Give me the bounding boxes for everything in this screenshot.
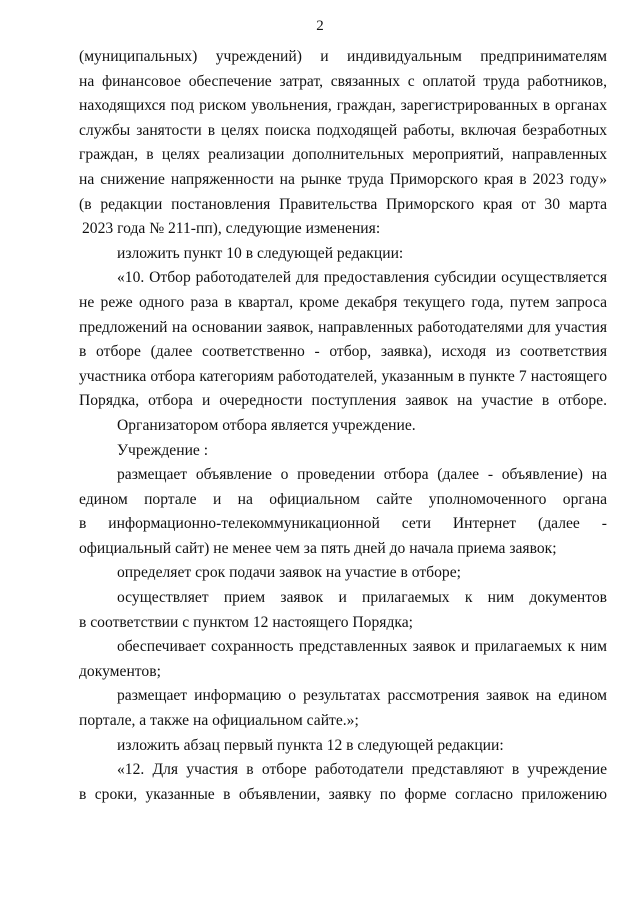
text-line: участника отбора категориям работодателей, указанным в пункте 7 настоящего (79, 367, 607, 385)
text-line: граждан, в целях реализации дополнительных мероприятий, направленных (79, 146, 607, 164)
text-line: Организатором отбора является учреждение. (117, 416, 416, 434)
text-line: в сроки, указанные в объявлении, заявку по форме согласно приложению (79, 785, 607, 803)
text-line: в отборе (далее соответственно - отбор, заявка), исходя из соответствия (79, 343, 607, 361)
document-body (79, 45, 607, 807)
text-line: официальный сайт) не менее чем за пять дней до начала приема заявок; (79, 539, 557, 557)
text-line: находящихся под риском увольнения, граждан, зарегистрированных в органах (79, 97, 607, 115)
text-line: в информационно-телекоммуникационной сети Интернет (далее - (79, 515, 607, 533)
text-line: (в редакции постановления Правительства Приморского края от 30 марта (79, 195, 607, 213)
text-line: размещает объявление о проведении отбора (далее - объявление) на (117, 466, 607, 484)
text-line: предложений на основании заявок, направленных работодателями для участия (79, 318, 607, 336)
text-line: портале, а также на официальном сайте.»; (79, 712, 359, 730)
text-line: определяет срок подачи заявок на участие в отборе; (117, 564, 461, 582)
text-line: «10. Отбор работодателей для предоставления субсидии осуществляется (117, 269, 607, 287)
text-line: изложить абзац первый пункта 12 в следующей редакции: (117, 736, 504, 754)
text-line: не реже одного раза в квартал, кроме декабря текущего года, путем запроса (79, 293, 607, 311)
text-line: едином портале и на официальном сайте уполномоченного органа (79, 490, 607, 508)
text-line: 2023 года № 211-пп), следующие изменения: (82, 220, 381, 238)
text-line: размещает информацию о результатах рассмотрения заявок на едином (117, 687, 607, 705)
text-line: «12. Для участия в отборе работодатели представляют в учреждение (117, 761, 607, 779)
text-line: на финансовое обеспечение затрат, связанных с оплатой труда работников, (79, 72, 607, 90)
text-line: обеспечивает сохранность представленных заявок и прилагаемых к ним (117, 638, 607, 656)
text-line: осуществляет прием заявок и прилагаемых к ним документов (117, 589, 607, 607)
text-line: документов; (79, 662, 161, 680)
text-line: в соответствии с пунктом 12 настоящего Порядка; (79, 613, 413, 631)
text-line: Учреждение : (117, 441, 209, 459)
page-number: 2 (316, 18, 324, 34)
text-line: службы занятости в целях поиска подходящей работы, включая безработных (79, 121, 607, 139)
text-line: Порядка, отбора и очередности поступления заявок на участие в отборе. (79, 392, 607, 410)
text-line: на снижение напряженности на рынке труда Приморского края в 2023 году» (79, 170, 607, 188)
text-line: изложить пункт 10 в следующей редакции: (117, 244, 404, 262)
text-line: (муниципальных) учреждений) и индивидуальным предпринимателям (79, 48, 607, 65)
